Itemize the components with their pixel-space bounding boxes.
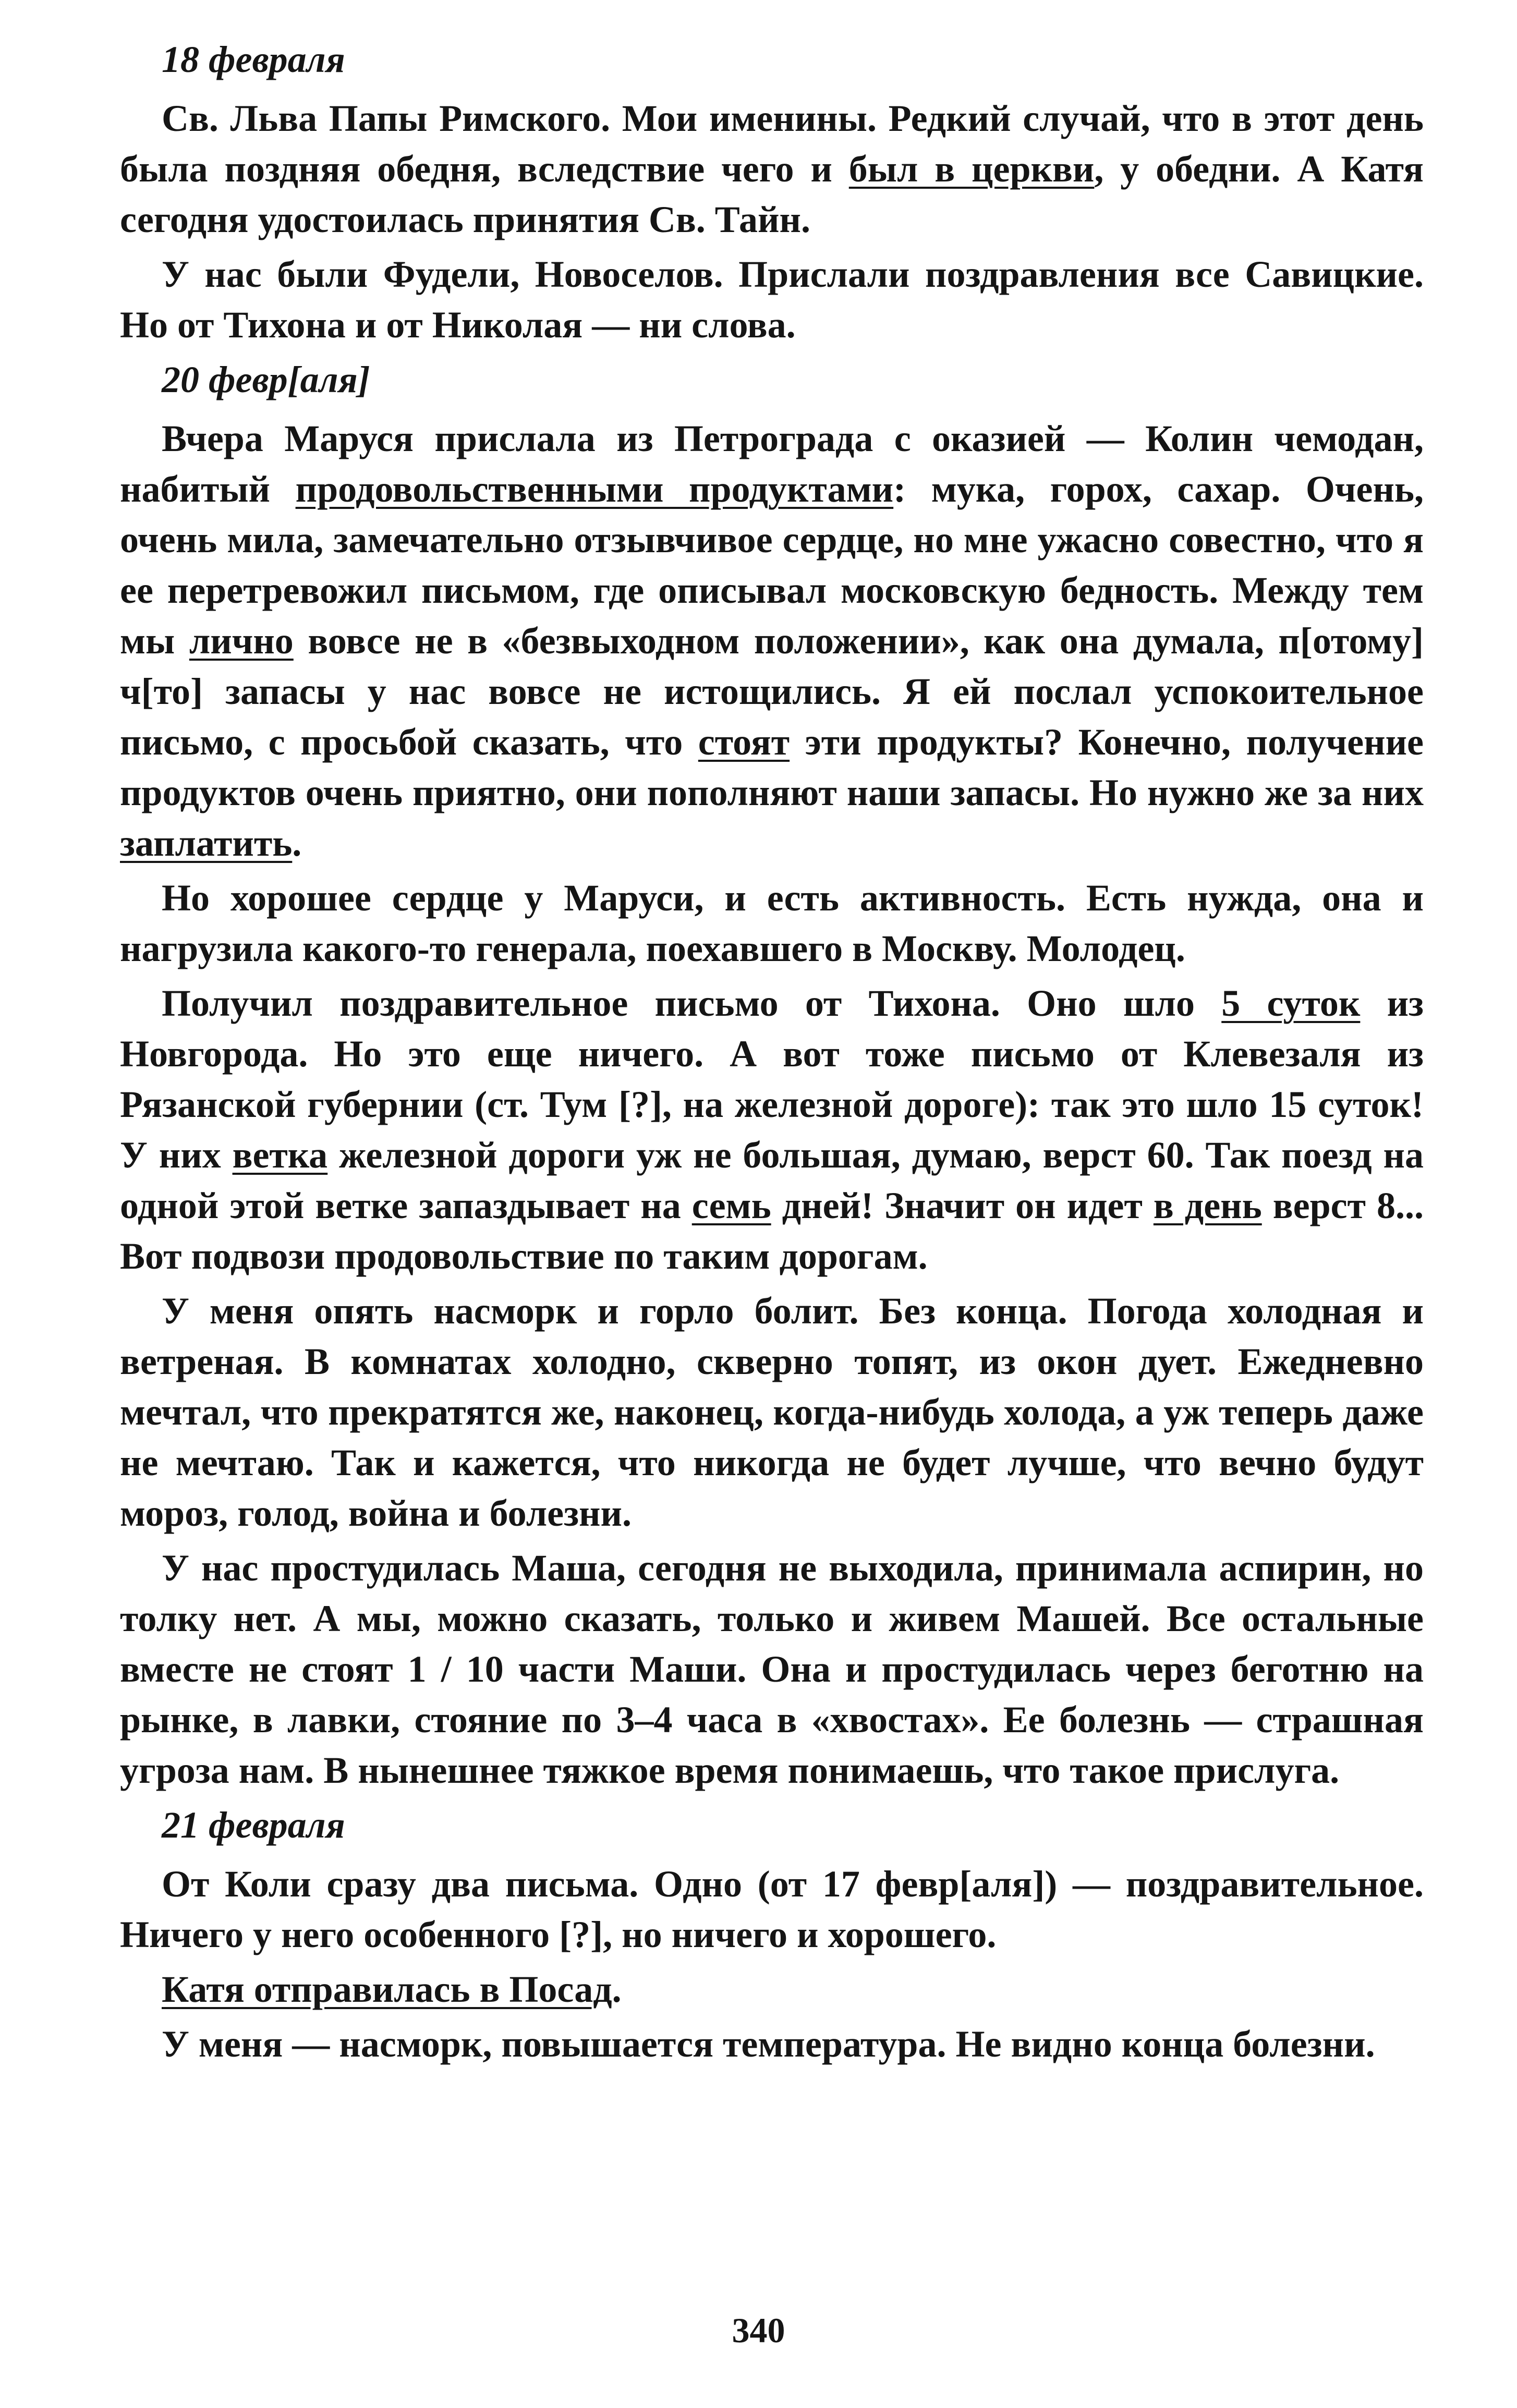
text-run: Св. Льва Папы Римского. Мои именины. Редкий случай, что в этот день была поздняя обедня, вследствие чего и — [120, 98, 1424, 190]
underlined-text: лично — [189, 620, 294, 662]
entry-paragraph — [120, 249, 1424, 350]
text-run: Получил поздравительное письмо от Тихона. Оно шло — [162, 982, 1222, 1024]
text-run: вовсе не в «безвыходном положении», как она думала, п[отому] ч[то] запасы у нас вовсе не истощились. Я ей послал успокоительное письмо, с просьбой сказать, что — [120, 620, 1424, 763]
text-run: из Новгорода. Но это еще ничего. А вот тоже письмо от Клевезаля из Рязанской губернии (ст. Тум [?], на железной дороге): так это шло 15 суток! У них — [120, 982, 1424, 1176]
text-run: верст 8... Вот подвози продовольствие по таким дорогам. — [120, 1185, 1424, 1277]
entry-paragraph — [120, 978, 1424, 1282]
entry-paragraph — [120, 93, 1424, 245]
text-run: эти продукты? Конечно, получение продуктов очень приятно, они пополняют наши запасы. Но нужно же за них — [120, 721, 1424, 813]
entry-paragraph — [120, 1964, 1424, 2015]
page-body — [120, 31, 1424, 2074]
text-run: дней! Значит он идет — [771, 1185, 1154, 1226]
entry-paragraph — [120, 873, 1424, 974]
underlined-text: заплатить — [120, 822, 293, 864]
entry-paragraph — [120, 2019, 1424, 2070]
underlined-text: стоят — [698, 721, 790, 763]
underlined-text: семь — [691, 1185, 771, 1226]
text-run: У меня опять насморк и горло болит. Без конца. Погода холодная и ветреная. В комнатах холодно, скверно топят, из окон дует. Ежедневно мечтал, что прекратятся же, наконец, когда-нибудь холода, а уж теперь даже не мечтаю. Так и кажется, что никогда не будет лучше, что вечно будут мороз, голод, война и болезни. — [120, 1290, 1424, 1534]
underlined-text: был в церкви — [848, 148, 1095, 190]
text-run: Но хорошее сердце у Маруси, и есть активность. Есть нужда, она и нагрузила какого-то генерала, поехавшего в Москву. Молодец. — [120, 877, 1424, 969]
entry-paragraph — [120, 1286, 1424, 1539]
entry-paragraph — [120, 1543, 1424, 1796]
entry-date: 21 февраля — [162, 1804, 345, 1846]
underlined-text: продовольственными продуктами — [295, 468, 894, 510]
page-number: 340 — [732, 2310, 785, 2350]
underlined-text: 5 суток — [1221, 982, 1361, 1024]
text-run: У нас простудилась Маша, сегодня не выходила, принимала аспирин, но толку нет. А мы, можно сказать, только и живем Машей. Все остальные вместе не стоят 1 / 10 части Маши. Она и простудилась через беготню на рынке, в лавки, стояние по 3–4 часа в «хвостах». Ее болезнь — страшная угроза нам. В нынешнее тяжкое время понимаешь, что такое прислуга. — [120, 1547, 1424, 1791]
entry-paragraph — [120, 414, 1424, 869]
entry-paragraph — [120, 1859, 1424, 1960]
text-run: , у обедни. А Катя сегодня удостоилась принятия Св. Тайн. — [120, 148, 1424, 240]
text-run: . — [612, 1968, 622, 2010]
underlined-text: ветка — [232, 1134, 328, 1176]
text-run: железной дороги уж не большая, думаю, верст 60. Так поезд на одной этой ветке запаздывает на — [120, 1134, 1424, 1226]
underlined-text: Катя отправилась в Посад — [162, 1968, 612, 2010]
text-run: . — [292, 822, 302, 864]
entry-date: 18 февраля — [162, 39, 345, 80]
text-run: У меня — насморк, повышается температура. Не видно конца болезни. — [162, 2023, 1375, 2065]
entry-date: 20 февр[аля] — [162, 359, 370, 400]
text-run: Вчера Маруся прислала из Петрограда с оказией — Колин чемодан, набитый — [120, 418, 1424, 510]
text-run: От Коли сразу два письма. Одно (от 17 февр[аля]) — поздравительное. Ничего у него особенного [?], но ничего и хорошего. — [120, 1863, 1424, 1955]
underlined-text: в день — [1153, 1185, 1262, 1226]
text-run: У нас были Фудели, Новоселов. Прислали поздравления все Савицкие. Но от Тихона и от Николая — ни слова. — [120, 253, 1424, 346]
text-run: : мука, горох, сахар. Очень, очень мила, замечательно отзывчивое сердце, но мне ужасно совестно, что я ее перетревожил письмом, где описывал московскую бедность. Между тем мы — [120, 468, 1424, 662]
